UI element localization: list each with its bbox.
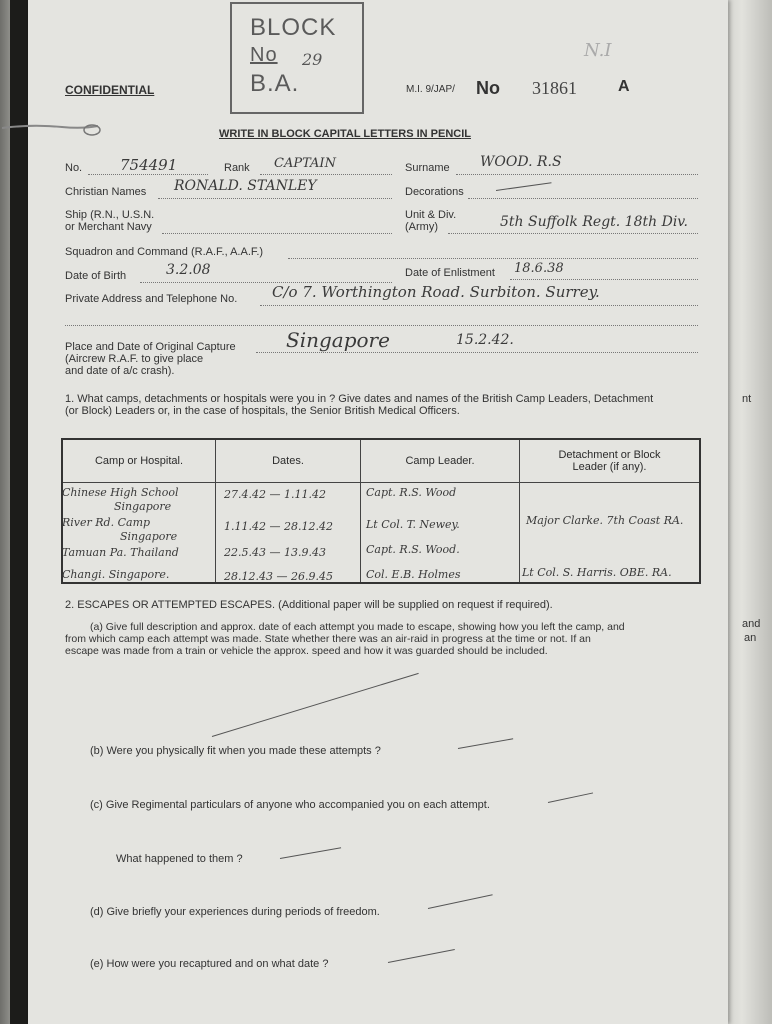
decorations-dash (496, 182, 552, 191)
enlistment-label: Date of Enlistment (405, 267, 495, 279)
string-tie (2, 118, 102, 140)
answer-2e-dash (388, 949, 455, 963)
squadron-line (288, 258, 698, 259)
stamp-ba: B.A. (250, 70, 300, 97)
header-camp: Camp or Hospital. (62, 439, 216, 483)
form-page (28, 0, 728, 1024)
christian-names-value: RONALD. STANLEY (174, 178, 317, 194)
underlying-text-2: and (742, 618, 761, 630)
no-label: No. (65, 162, 83, 174)
unit-line (448, 233, 698, 234)
rank-label: Rank (224, 162, 250, 174)
address-label: Private Address and Telephone No. (65, 293, 238, 305)
row-1-leader: Capt. R.S. Wood (366, 486, 457, 499)
ship-label-2: or Merchant Navy (65, 221, 152, 233)
form-suffix: A (618, 78, 630, 95)
reference-prefix: M.I. 9/JAP/ (406, 84, 455, 95)
question-2a-line-2: from which camp each attempt was made. State whether there was an air-raid in progress at the time or not. If an (65, 633, 591, 645)
question-2e: (e) How were you recaptured and on what date ? (90, 958, 329, 970)
capture-label-1: Place and Date of Original Capture (65, 341, 236, 353)
answer-2d-dash (428, 894, 493, 909)
unit-label-1: Unit & Div. (405, 209, 457, 221)
question-2a-line-3: escape was made from a train or vehicle the approx. speed and how it was guarded should be included. (65, 645, 548, 657)
row-1-camp-location: Singapore (114, 500, 172, 513)
row-2-camp-location: Singapore (120, 530, 178, 543)
row-2-leader: Lt Col. T. Newey. (366, 518, 460, 531)
capture-date: 15.2.42. (456, 332, 514, 348)
row-2-detachment: Major Clarke. 7th Coast RA. (526, 514, 684, 527)
question-2-title: 2. ESCAPES OR ATTEMPTED ESCAPES. (Additional paper will be supplied on request if required). (65, 599, 553, 611)
header-camp-leader: Camp Leader. (361, 439, 520, 483)
ship-line (162, 233, 392, 234)
answer-2b-dash (458, 738, 513, 749)
stamp-block: BLOCK (250, 14, 337, 41)
address-line-1 (260, 305, 698, 306)
capture-label-2: (Aircrew R.A.F. to give place (65, 353, 204, 365)
ship-label-1: Ship (R.N., U.S.N. (65, 209, 155, 221)
row-3-dates: 22.5.43 — 13.9.43 (224, 546, 326, 559)
surname-line (456, 174, 698, 175)
form-number: 31861 (532, 78, 577, 98)
dob-value: 3.2.08 (166, 262, 211, 278)
no-value: 754491 (120, 156, 178, 174)
decorations-label: Decorations (405, 186, 464, 198)
question-1-line-2: (or Block) Leaders or, in the case of hospitals, the Senior British Medical Officers. (65, 405, 460, 417)
christian-names-label: Christian Names (65, 186, 147, 198)
dob-label: Date of Birth (65, 270, 127, 282)
question-2d: (d) Give briefly your experiences during periods of freedom. (90, 906, 380, 918)
row-4-leader: Col. E.B. Holmes (366, 568, 461, 581)
address-line-2 (65, 325, 698, 326)
enlistment-line (510, 279, 698, 280)
unit-value: 5th Suffolk Regt. 18th Div. (500, 214, 688, 230)
row-3-camp: Tamuan Pa. Thailand (62, 546, 179, 559)
rank-line (260, 174, 392, 175)
camps-table-header (62, 439, 700, 483)
answer-2c-dash (548, 792, 593, 803)
stamp-number: 29 (302, 50, 323, 69)
christian-names-line (158, 198, 392, 199)
capture-place: Singapore (286, 328, 390, 352)
question-2c: (c) Give Regimental particulars of anyone who accompanied you on each attempt. (90, 799, 490, 811)
instruction-heading: WRITE IN BLOCK CAPITAL LETTERS IN PENCIL (219, 128, 471, 140)
no-line (88, 174, 208, 175)
stamp-no-label: No (250, 44, 278, 66)
answer-2a-dash (212, 673, 419, 737)
header-detachment: Detachment or Block Leader (if any). (520, 439, 701, 483)
surname-value: WOOD. R.S (480, 154, 562, 170)
row-2-dates: 1.11.42 — 28.12.42 (224, 520, 333, 533)
confidential-label: CONFIDENTIAL (65, 83, 155, 97)
row-2-camp: River Rd. Camp (62, 516, 151, 529)
row-1-dates: 27.4.42 — 1.11.42 (224, 488, 326, 501)
row-1-camp: Chinese High School (62, 486, 179, 499)
unit-label-2: (Army) (405, 221, 438, 233)
binder-strip (10, 0, 28, 1024)
question-2a-line-1: (a) Give full description and approx. date of each attempt you made to escape, showing how you left the camp, and (90, 621, 625, 633)
capture-label-3: and date of a/c crash). (65, 365, 175, 377)
squadron-label: Squadron and Command (R.A.F., A.A.F.) (65, 246, 264, 258)
corner-pencil-mark: N.I (584, 40, 612, 61)
surname-label: Surname (405, 162, 450, 174)
number-label: No (476, 78, 500, 98)
header-dates: Dates. (216, 439, 361, 483)
question-1-line-1: 1. What camps, detachments or hospitals were you in ? Give dates and names of the British Camp Leaders, Detachment (65, 393, 654, 405)
underlying-text-1: nt (742, 393, 752, 405)
row-4-detachment: Lt Col. S. Harris. OBE. RA. (522, 566, 672, 579)
row-4-dates: 28.12.43 — 26.9.45 (224, 570, 333, 583)
decorations-line (468, 198, 698, 199)
underlying-text-3: an (744, 632, 757, 644)
rank-value: CAPTAIN (274, 156, 336, 171)
question-2c-followup: What happened to them ? (116, 853, 243, 865)
capture-line (256, 352, 698, 353)
question-2b: (b) Were you physically fit when you made these attempts ? (90, 745, 381, 757)
address-value: C/o 7. Worthington Road. Surbiton. Surrey. (272, 283, 600, 301)
answer-2c-followup-dash (280, 847, 341, 859)
block-stamp (230, 2, 364, 114)
row-4-camp: Changi. Singapore. (62, 568, 170, 581)
row-3-leader: Capt. R.S. Wood. (366, 543, 460, 556)
enlistment-value: 18.6.38 (514, 261, 564, 276)
